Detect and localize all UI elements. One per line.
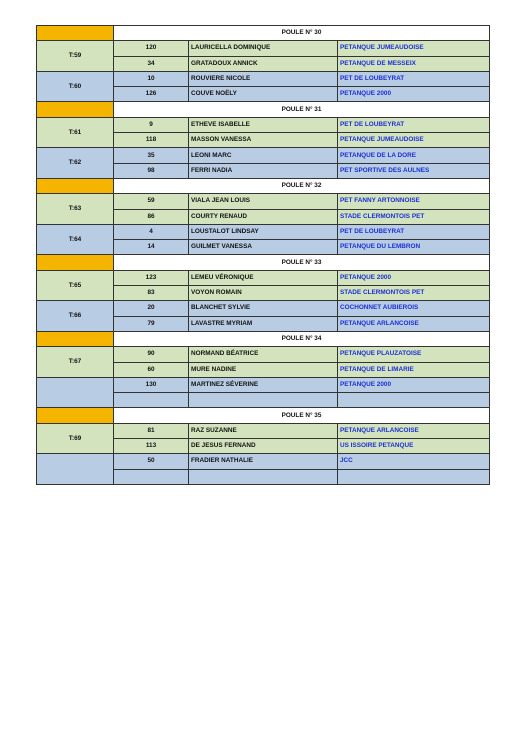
- poule-title: POULE N° 31: [114, 102, 490, 117]
- player-number: 130: [114, 377, 189, 392]
- player-number: 98: [114, 163, 189, 178]
- player-number: 86: [114, 209, 189, 224]
- player-name: DE JESUS FERNAND: [189, 439, 338, 454]
- table-number: T:64: [37, 224, 114, 255]
- player-number: 10: [114, 71, 189, 86]
- table-number: T:65: [37, 270, 114, 301]
- poule-header-row: [37, 178, 490, 193]
- player-row: [37, 423, 490, 438]
- player-name: FERRI NADIA: [189, 163, 338, 178]
- club-name: PETANQUE JUMEAUDOISE: [338, 133, 490, 148]
- player-number: 126: [114, 87, 189, 102]
- poule-table: [36, 25, 490, 485]
- player-row: [37, 41, 490, 56]
- table-number: T:60: [37, 71, 114, 102]
- player-number: [114, 393, 189, 408]
- club-name: [338, 393, 490, 408]
- club-name: PET DE LOUBEYRAT: [338, 117, 490, 132]
- club-name: PETANQUE ARLANCOISE: [338, 316, 490, 331]
- poule-table-body: [37, 26, 490, 485]
- club-name: PETANQUE ARLANCOISE: [338, 423, 490, 438]
- player-row: [37, 224, 490, 239]
- club-name: PET SPORTIVE DES AULNES: [338, 163, 490, 178]
- player-name: [189, 469, 338, 484]
- club-name: PET DE LOUBEYRAT: [338, 224, 490, 239]
- player-number: 123: [114, 270, 189, 285]
- club-name: STADE CLERMONTOIS PET: [338, 286, 490, 301]
- player-name: MASSON VANESSA: [189, 133, 338, 148]
- table-number: [37, 454, 114, 485]
- player-number: 9: [114, 117, 189, 132]
- club-name: STADE CLERMONTOIS PET: [338, 209, 490, 224]
- player-name: LOUSTALOT LINDSAY: [189, 224, 338, 239]
- poule-title: POULE N° 35: [114, 408, 490, 423]
- player-name: LAVASTRE MYRIAM: [189, 316, 338, 331]
- poule-marker: [37, 178, 114, 193]
- poule-title: POULE N° 32: [114, 178, 490, 193]
- poule-marker: [37, 408, 114, 423]
- club-name: PETANQUE PLAUZATOISE: [338, 347, 490, 362]
- player-name: RAZ SUZANNE: [189, 423, 338, 438]
- player-name: VIALA JEAN LOUIS: [189, 194, 338, 209]
- table-number: T:59: [37, 41, 114, 72]
- player-row: [37, 454, 490, 469]
- player-number: 79: [114, 316, 189, 331]
- poule-header-row: [37, 331, 490, 346]
- poule-title: POULE N° 30: [114, 26, 490, 41]
- poule-title: POULE N° 33: [114, 255, 490, 270]
- club-name: PETANQUE DU LEMBRON: [338, 240, 490, 255]
- player-number: 90: [114, 347, 189, 362]
- table-number: [37, 377, 114, 408]
- player-number: 59: [114, 194, 189, 209]
- player-name: BLANCHET SYLVIE: [189, 301, 338, 316]
- club-name: [338, 469, 490, 484]
- player-number: 83: [114, 286, 189, 301]
- table-number: T:69: [37, 423, 114, 454]
- player-row: [37, 270, 490, 285]
- player-row: [37, 347, 490, 362]
- player-name: ETHEVE ISABELLE: [189, 117, 338, 132]
- player-name: FRADIER NATHALIE: [189, 454, 338, 469]
- player-number: 34: [114, 56, 189, 71]
- player-name: ROUVIERE NICOLE: [189, 71, 338, 86]
- player-row: [37, 117, 490, 132]
- table-number: T:62: [37, 148, 114, 179]
- player-row: [37, 71, 490, 86]
- player-number: 35: [114, 148, 189, 163]
- player-number: 50: [114, 454, 189, 469]
- poule-marker: [37, 26, 114, 41]
- player-row: [37, 148, 490, 163]
- player-name: [189, 393, 338, 408]
- poule-header-row: [37, 26, 490, 41]
- player-name: LEMEU VÉRONIQUE: [189, 270, 338, 285]
- club-name: PETANQUE 2000: [338, 377, 490, 392]
- player-number: 118: [114, 133, 189, 148]
- player-name: LAURICELLA DOMINIQUE: [189, 41, 338, 56]
- poule-marker: [37, 255, 114, 270]
- player-number: 20: [114, 301, 189, 316]
- player-row: [37, 194, 490, 209]
- poule-header-row: [37, 255, 490, 270]
- player-number: 14: [114, 240, 189, 255]
- poule-header-row: [37, 408, 490, 423]
- poule-header-row: [37, 102, 490, 117]
- player-row: [37, 377, 490, 392]
- player-name: MURE NADINE: [189, 362, 338, 377]
- player-number: 60: [114, 362, 189, 377]
- club-name: PETANQUE 2000: [338, 87, 490, 102]
- player-name: COUVE NOËLY: [189, 87, 338, 102]
- club-name: COCHONNET AUBIEROIS: [338, 301, 490, 316]
- player-name: LEONI MARC: [189, 148, 338, 163]
- club-name: PET DE LOUBEYRAT: [338, 71, 490, 86]
- player-number: 113: [114, 439, 189, 454]
- player-name: MARTINEZ SÉVERINE: [189, 377, 338, 392]
- club-name: JCC: [338, 454, 490, 469]
- player-row: [37, 301, 490, 316]
- table-number: T:61: [37, 117, 114, 148]
- poule-marker: [37, 102, 114, 117]
- player-number: 4: [114, 224, 189, 239]
- club-name: PET FANNY ARTONNOISE: [338, 194, 490, 209]
- club-name: PETANQUE DE LA DORE: [338, 148, 490, 163]
- player-name: GRATADOUX ANNICK: [189, 56, 338, 71]
- player-number: 120: [114, 41, 189, 56]
- player-number: [114, 469, 189, 484]
- club-name: US ISSOIRE PETANQUE: [338, 439, 490, 454]
- table-number: T:67: [37, 347, 114, 378]
- poule-marker: [37, 331, 114, 346]
- table-number: T:63: [37, 194, 114, 225]
- player-number: 81: [114, 423, 189, 438]
- club-name: PETANQUE 2000: [338, 270, 490, 285]
- player-name: VOYON ROMAIN: [189, 286, 338, 301]
- player-name: COURTY RENAUD: [189, 209, 338, 224]
- table-number: T:66: [37, 301, 114, 332]
- player-name: NORMAND BÉATRICE: [189, 347, 338, 362]
- club-name: PETANQUE DE MESSEIX: [338, 56, 490, 71]
- club-name: PETANQUE DE LIMARIE: [338, 362, 490, 377]
- player-name: GUILMET VANESSA: [189, 240, 338, 255]
- club-name: PETANQUE JUMEAUDOISE: [338, 41, 490, 56]
- poule-title: POULE N° 34: [114, 331, 490, 346]
